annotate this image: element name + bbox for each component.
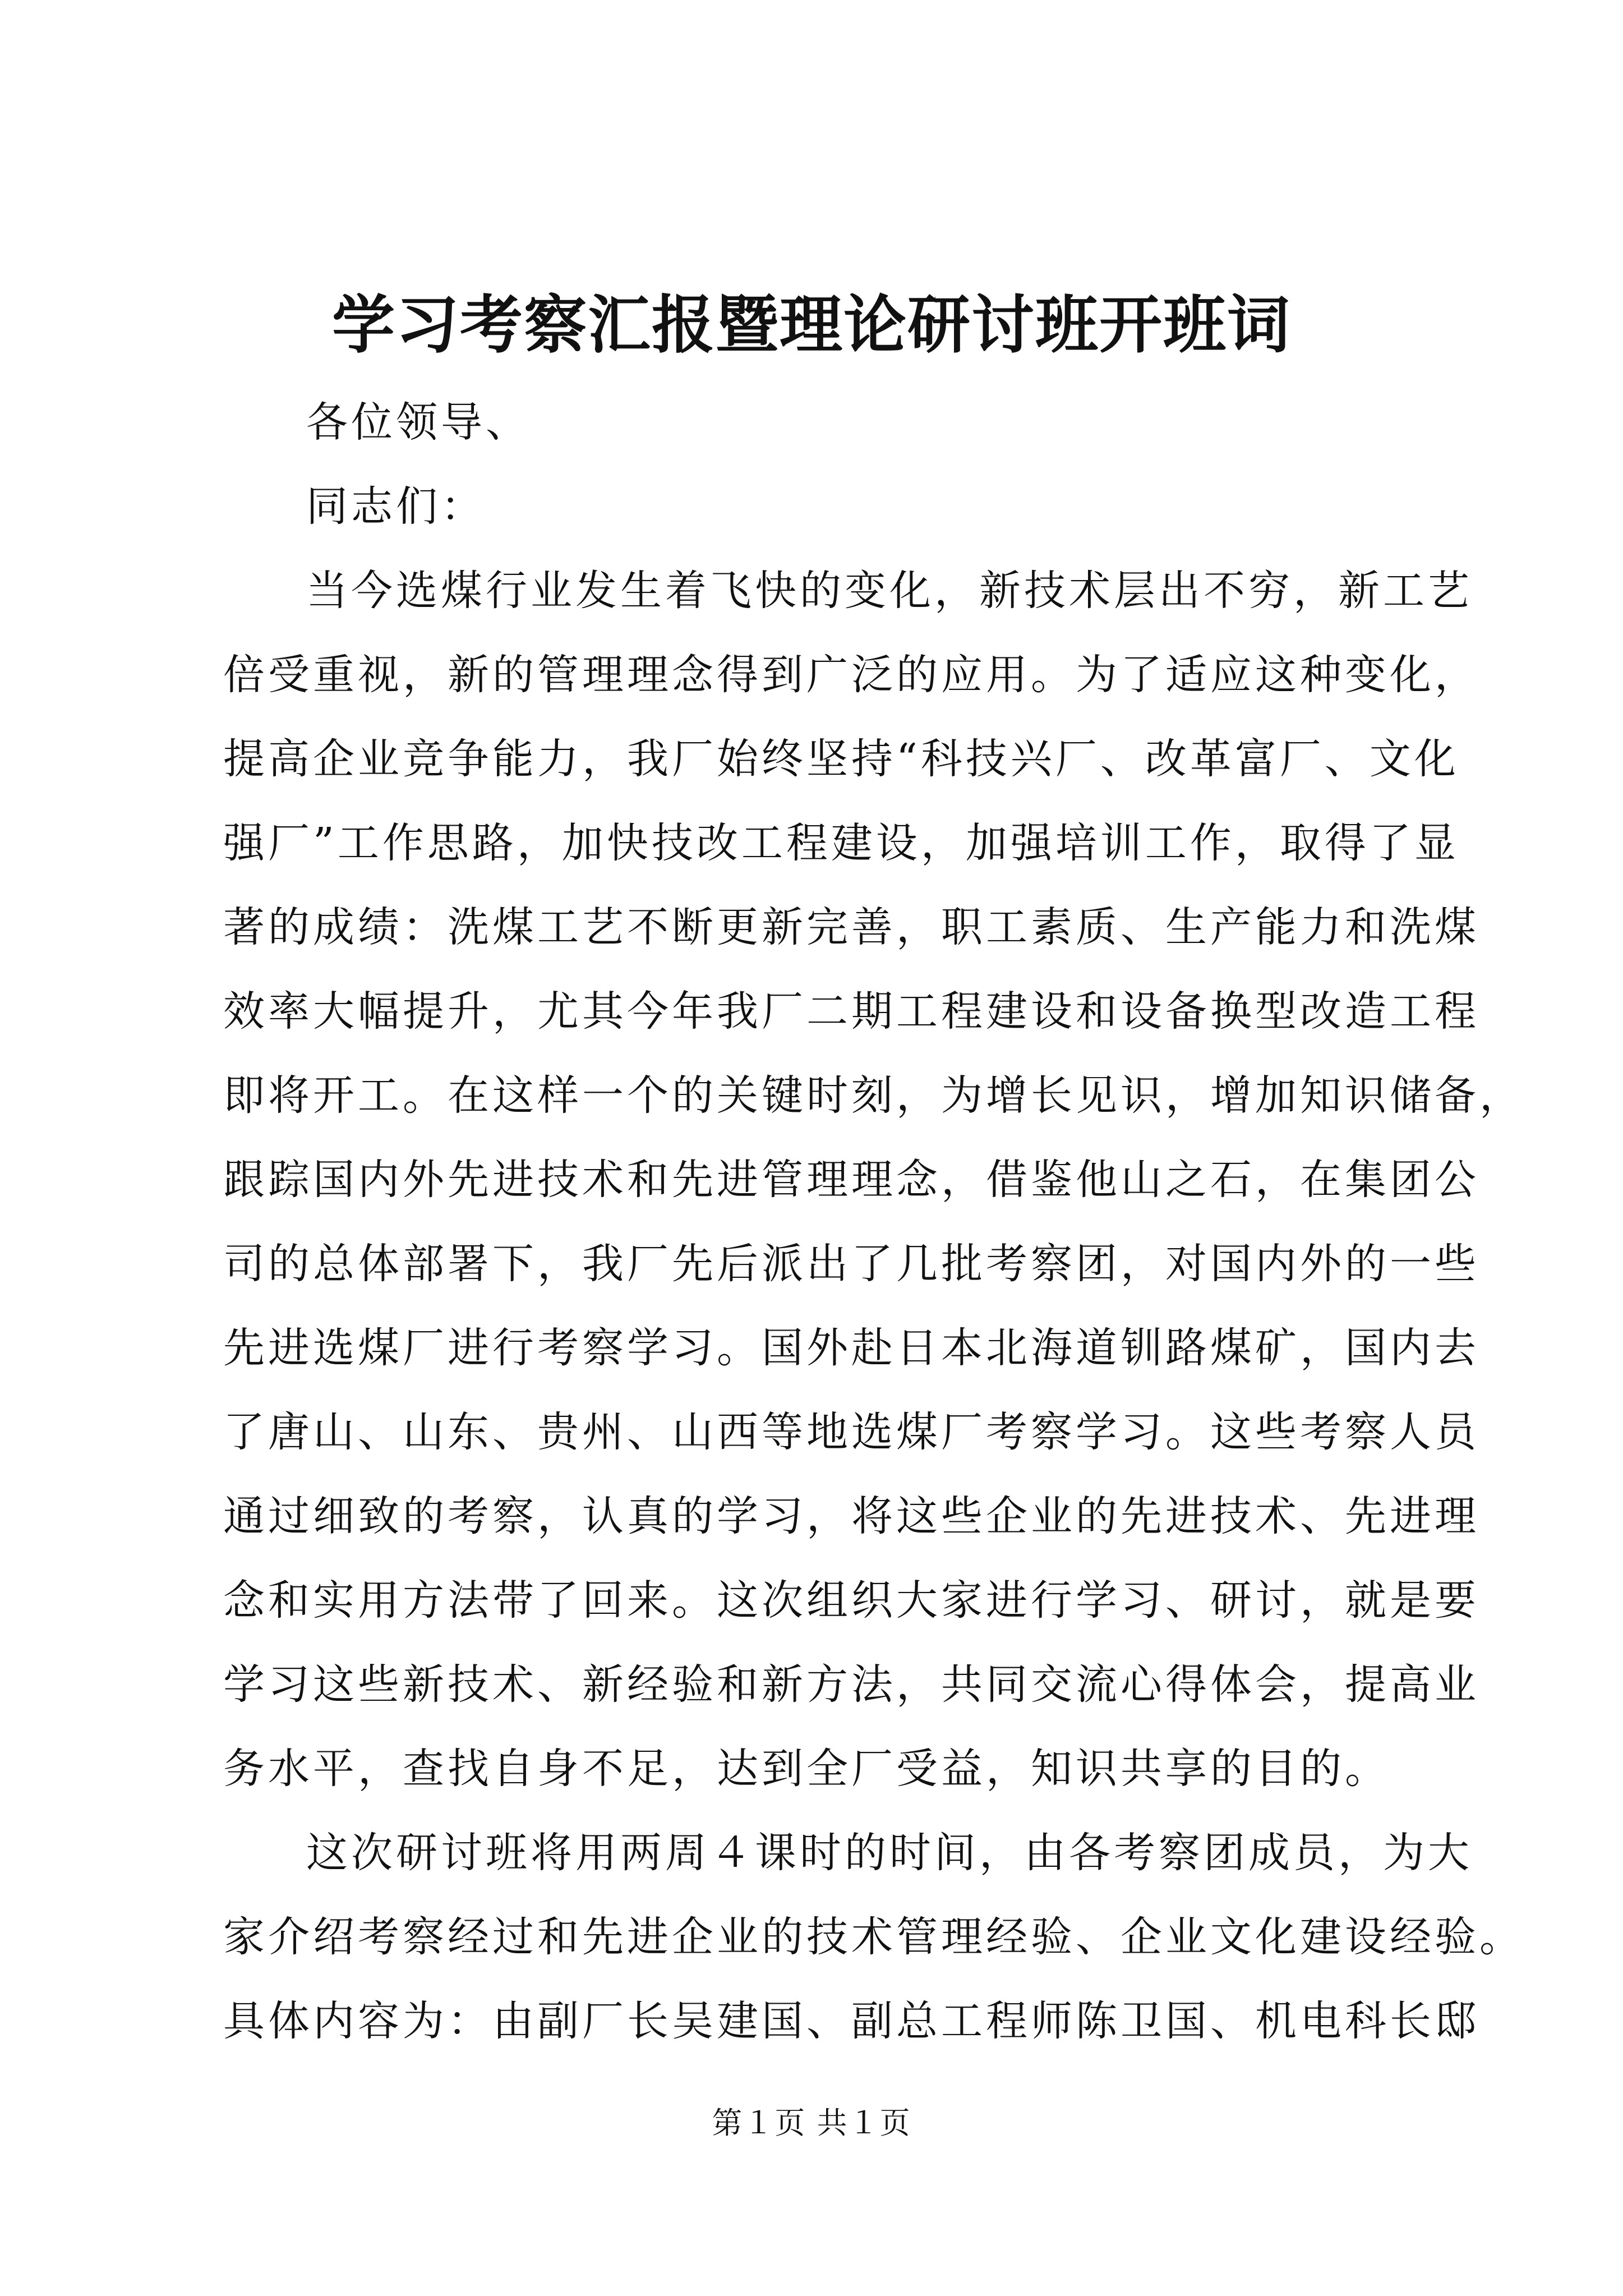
document-title: 学习考察汇报暨理论研讨班开班词 (332, 288, 1291, 362)
paragraph-1-line-4: 强厂”工作思路，加快技改工程建设，加强培训工作，取得了显 (223, 819, 1459, 867)
paragraph-1-line-8: 跟踪国内外先进技术和先进管理理念，借鉴他山之石，在集团公 (223, 1156, 1479, 1204)
paragraph-1-line-3: 提高企业竞争能力，我厂始终坚持“科技兴厂、改革富厂、文化 (223, 735, 1459, 783)
paragraph-1-line-15: 务水平，查找自身不足，达到全厂受益，知识共享的目的。 (223, 1745, 1390, 1793)
salutation-line-2: 同志们： (306, 482, 486, 531)
paragraph-1-line-9: 司的总体部署下，我厂先后派出了几批考察团，对国内外的一些 (223, 1240, 1479, 1288)
paragraph-2-line-1: 这次研讨班将用两周４课时的时间，由各考察团成员，为大 (306, 1829, 1473, 1877)
paragraph-1-line-13: 念和实用方法带了回来。这次组织大家进行学习、研讨，就是要 (223, 1576, 1479, 1625)
paragraph-1-line-7: 即将开工。在这样一个的关键时刻，为增长见识，增加知识储备， (223, 1071, 1524, 1120)
paragraph-1-line-2: 倍受重视，新的管理理念得到广泛的应用。为了适应这种变化， (223, 651, 1479, 699)
salutation-line-1: 各位领导、 (306, 398, 531, 447)
paragraph-2-line-3: 具体内容为：由副厂长吴建国、副总工程师陈卫国、机电科长邸 (223, 1997, 1479, 2045)
paragraph-1-line-5: 著的成绩：洗煤工艺不断更新完善，职工素质、生产能力和洗煤 (223, 903, 1479, 951)
paragraph-1-line-1: 当今选煤行业发生着飞快的变化，新技术层出不穷，新工艺 (306, 567, 1473, 615)
paragraph-1-line-11: 了唐山、山东、贵州、山西等地选煤厂考察学习。这些考察人员 (223, 1408, 1479, 1456)
document-body (223, 380, 1524, 2063)
page-footer: 第１页 共１页 (712, 2105, 911, 2141)
paragraph-1-line-14: 学习这些新技术、新经验和新方法，共同交流心得体会，提高业 (223, 1660, 1479, 1709)
paragraph-1-line-10: 先进选煤厂进行考察学习。国外赴日本北海道钏路煤矿，国内去 (223, 1324, 1479, 1372)
paragraph-1-line-12: 通过细致的考察，认真的学习，将这些企业的先进技术、先进理 (223, 1492, 1479, 1540)
paragraph-2-line-2: 家介绍考察经过和先进企业的技术管理经验、企业文化建设经验。 (223, 1913, 1524, 1961)
paragraph-1-line-6: 效率大幅提升，尤其今年我厂二期工程建设和设备换型改造工程 (223, 987, 1479, 1036)
